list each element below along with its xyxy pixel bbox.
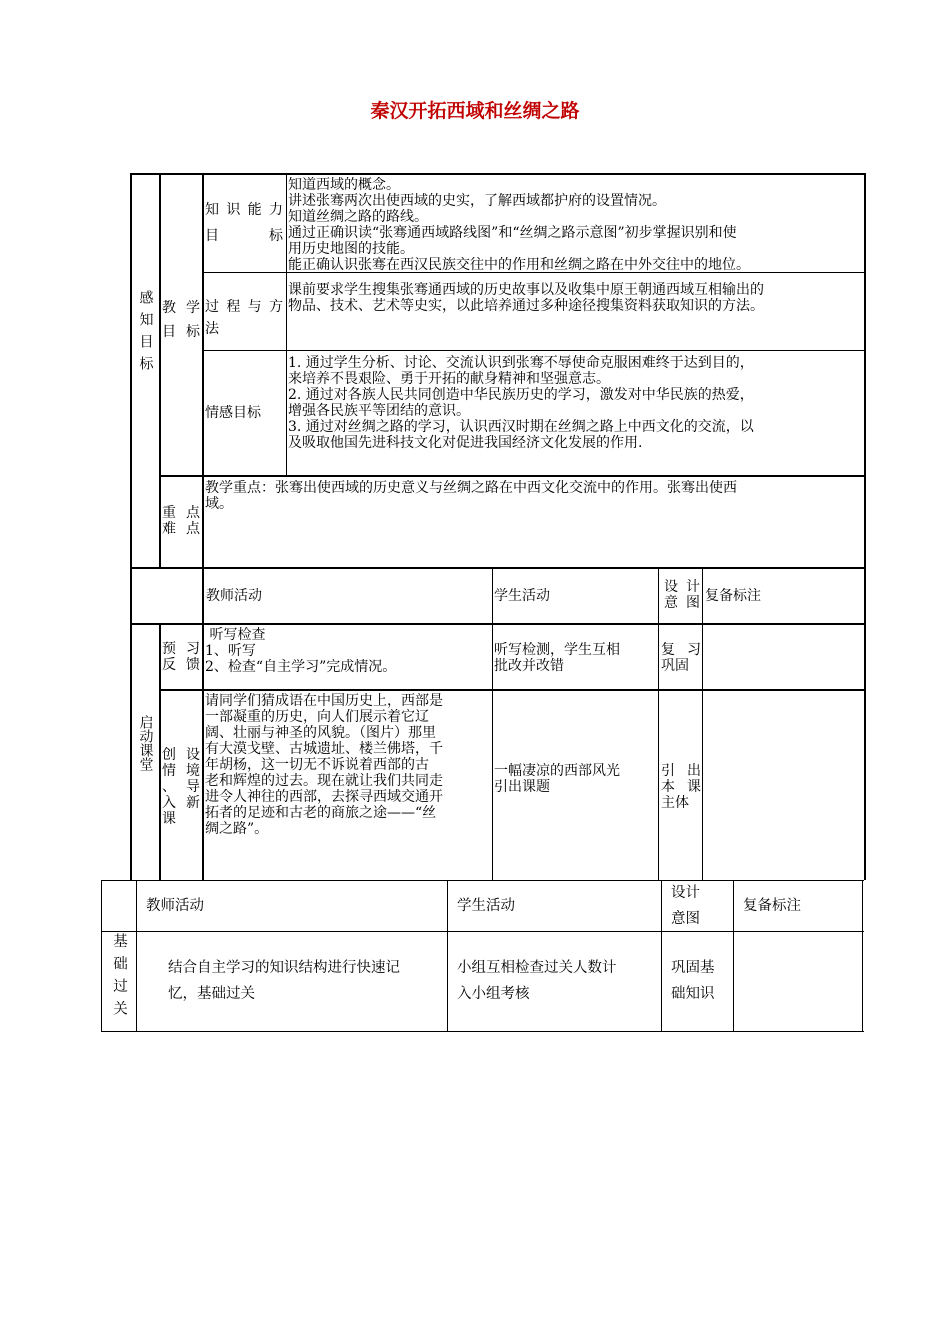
- content-line: 巩固: [661, 658, 689, 674]
- header-design-intent: [671, 880, 731, 932]
- content-line: 请同学们猜成语在中国历史上，西部是: [205, 693, 443, 709]
- basic-pass-label: 基础过关: [111, 933, 127, 1023]
- teaching-goal-label: 教 学 目 标: [162, 300, 200, 340]
- table-rule: [658, 567, 659, 880]
- content-line: 用历史地图的技能。: [288, 241, 414, 257]
- content-line: 本 课: [661, 779, 701, 795]
- preview-feedback-label: 预 习 反馈: [162, 641, 200, 673]
- table-rule: [159, 623, 161, 880]
- scenario-intro-label: 创 设 情 境 、导 入 新课: [162, 747, 200, 827]
- content-line: 通过正确识读“张骞通西域路线图”和“丝绸之路示意图”初步掌握识别和使: [288, 225, 737, 241]
- process-method-content: [288, 282, 864, 314]
- content-line: 阔、壮丽与神圣的风貌。（图片）那里: [205, 725, 436, 741]
- content-line: 拓者的足迹和古老的商旅之途——“丝: [205, 805, 437, 821]
- content-line: 批改并改错: [494, 658, 564, 674]
- content-line: 知道西域的概念。: [288, 177, 400, 193]
- preview-teacher-content: [205, 627, 490, 675]
- content-line: 忆，基础过关: [168, 986, 255, 1002]
- table-rule: [864, 173, 866, 880]
- preview-student-content: [494, 642, 658, 674]
- key-difficulty-content: [205, 480, 864, 512]
- table-rule: [101, 931, 864, 932]
- preview-design-content: [661, 642, 701, 674]
- content-line: 结合自主学习的知识结构进行快速记: [168, 960, 400, 976]
- content-line: 来培养不畏艰险、勇于开拓的献身精神和坚强意志。: [288, 371, 610, 387]
- content-line: 1、听写: [205, 643, 256, 659]
- content-line: 小组互相检查过关人数计: [457, 960, 617, 976]
- knowledge-goal-content: [288, 177, 864, 273]
- content-line: 物品、技术、艺术等史实，以此培养通过多种途径搜集资料获取知识的方法。: [288, 298, 764, 314]
- content-line: 主体: [661, 795, 689, 811]
- content-line: 入小组考核: [457, 986, 530, 1002]
- scenario-design-content: [661, 763, 701, 811]
- content-line: 教学重点：张骞出使西域的历史意义与丝绸之路在中西文化交流中的作用。张骞出使西: [205, 480, 737, 496]
- header-student-activity: 学生活动: [457, 898, 515, 914]
- content-line: 引 出: [661, 763, 701, 779]
- content-line: 能正确认识张骞在西汉民族交往中的作用和丝绸之路在中外交往中的地位。: [288, 257, 750, 273]
- basic-student-content: [457, 955, 660, 1007]
- table-rule: [101, 1031, 864, 1032]
- content-line: 2、检查“自主学习”完成情况。: [205, 659, 397, 675]
- table-rule: [492, 567, 493, 880]
- table-rule: [136, 880, 137, 1032]
- table-rule: [101, 880, 864, 881]
- content-line: 听写检查: [205, 627, 266, 643]
- content-line: 年胡杨，这一切无不诉说着西部的古: [205, 757, 429, 773]
- header-teacher-activity: 教师活动: [146, 898, 204, 914]
- basic-teacher-content: [168, 955, 446, 1007]
- knowledge-goal-label: 知 识 能 力 目标: [205, 202, 283, 244]
- table-rule: [130, 173, 866, 175]
- table-rule: [203, 350, 866, 351]
- table-rule: [702, 567, 703, 880]
- emotion-goal-content: [288, 355, 864, 451]
- content-line: 知道丝绸之路的路线。: [288, 209, 428, 225]
- content-line: 2. 通过对各族人民共同创造中华民族历史的学习，激发对中华民族的热爱，: [288, 387, 754, 403]
- start-class-label: 启动课堂: [137, 715, 154, 771]
- table-rule: [130, 567, 866, 569]
- content-line: 讲述张骞两次出使西域的史实，了解西域都护府的设置情况。: [288, 193, 666, 209]
- header-note: 复备标注: [743, 898, 801, 914]
- header-teacher-activity: 教师活动: [206, 588, 262, 604]
- table-rule: [447, 880, 448, 1032]
- content-line: 一部凝重的历史，向人们展示着它辽: [205, 709, 429, 725]
- process-method-label: 过 程 与 方 法: [205, 299, 283, 337]
- emotion-goal-label: 情感目标: [205, 405, 261, 421]
- content-line: 1. 通过学生分析、讨论、交流认识到张骞不辱使命克服困难终于达到目的，: [288, 355, 754, 371]
- content-line: 一幅凄凉的西部风光: [494, 763, 620, 779]
- scenario-teacher-content: [205, 693, 491, 837]
- content-line: 意图: [671, 911, 700, 927]
- content-line: 进令人神往的西部，去探寻西域交通开: [205, 789, 443, 805]
- table-rule: [862, 880, 863, 1032]
- content-line: 巩固基: [671, 960, 715, 976]
- table-rule: [159, 689, 866, 691]
- content-line: 及吸取他国先进科技文化对促进我国经济文化发展的作用.: [288, 435, 643, 451]
- table-rule: [159, 173, 161, 569]
- table-rule: [202, 173, 204, 880]
- basic-design-content: [671, 955, 733, 1007]
- content-line: 域。: [205, 496, 233, 512]
- table-rule: [130, 623, 866, 625]
- content-line: 复 习: [661, 642, 701, 658]
- scenario-student-content: [494, 763, 658, 795]
- table-rule: [661, 880, 662, 1032]
- key-difficulty-label: 重 点 难 点: [162, 505, 200, 537]
- content-line: 听写检测，学生互相: [494, 642, 620, 658]
- content-line: 老和辉煌的过去。现在就让我们共同走: [205, 773, 443, 789]
- content-line: 引出课题: [494, 779, 550, 795]
- table-rule: [733, 880, 734, 1032]
- page-title: 秦汉开拓西域和丝绸之路: [370, 100, 580, 122]
- table-rule: [286, 173, 287, 477]
- header-note: 复备标注: [705, 588, 761, 604]
- header-design-intent: 设 计 意图: [664, 579, 700, 611]
- content-line: 绸之路”。: [205, 821, 269, 837]
- content-line: 课前要求学生搜集张骞通西域的历史故事以及收集中原王朝通西域互相输出的: [288, 282, 764, 298]
- table-rule: [159, 475, 866, 477]
- content-line: 有大漠戈壁、古城遗址、楼兰佛塔，千: [205, 741, 443, 757]
- header-student-activity: 学生活动: [494, 588, 550, 604]
- content-line: 设计: [671, 885, 700, 901]
- content-line: 增强各民族平等团结的意识。: [288, 403, 470, 419]
- perception-goal-label: 感知目标: [137, 290, 154, 378]
- content-line: 3. 通过对丝绸之路的学习，认识西汉时期在丝绸之路上中西文化的交流，以: [288, 419, 754, 435]
- content-line: 础知识: [671, 986, 715, 1002]
